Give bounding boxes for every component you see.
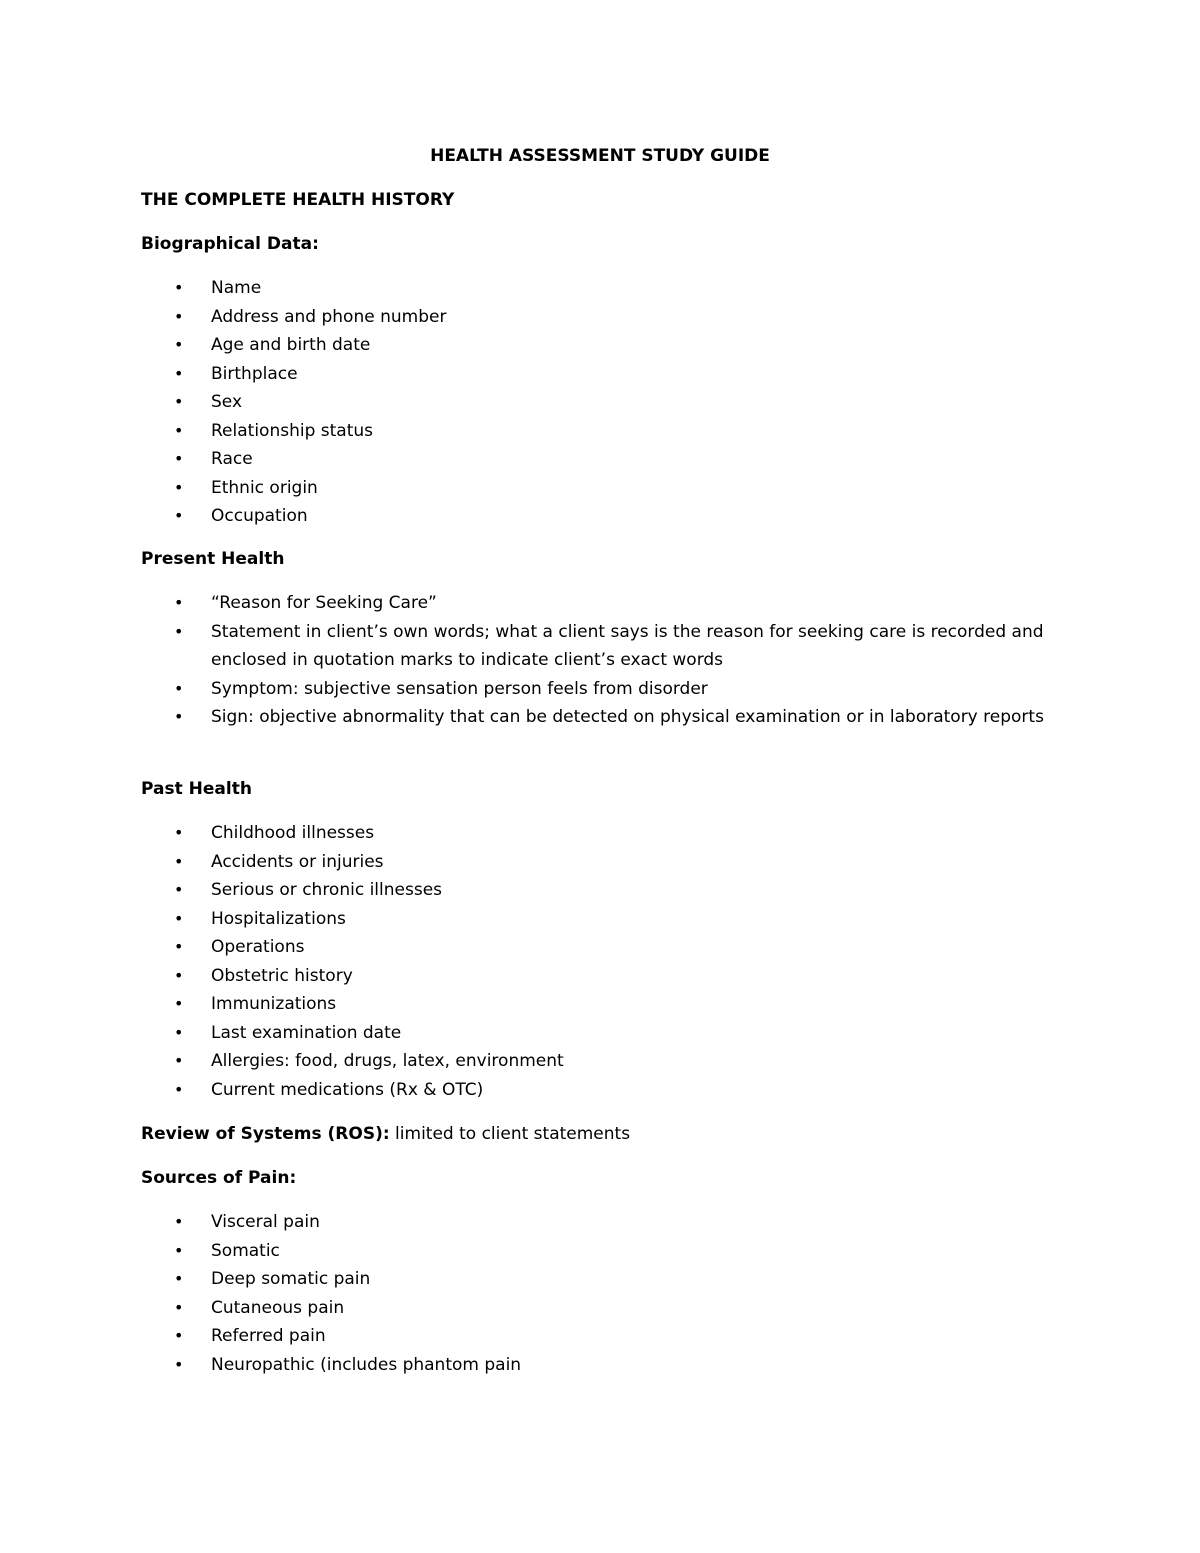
bullet-icon: • <box>174 994 184 1013</box>
list-item <box>141 990 1081 1019</box>
list-item <box>141 360 1081 389</box>
list-item-text: “Reason for Seeking Care” <box>211 593 437 613</box>
bullet-icon: • <box>174 1354 184 1374</box>
document-title: HEALTH ASSESSMENT STUDY GUIDE <box>430 146 770 166</box>
bullet-icon: • <box>174 1212 184 1231</box>
bullet-icon: • <box>174 449 184 468</box>
bullet-icon: • <box>174 477 184 497</box>
present-health-list <box>141 589 1081 732</box>
list-item-text: Birthplace <box>211 363 298 384</box>
list-item <box>141 905 1081 934</box>
list-item <box>141 1076 1081 1105</box>
pain-list <box>141 1208 1081 1379</box>
bullet-icon: • <box>174 335 184 354</box>
bullet-icon: • <box>174 823 184 842</box>
list-item <box>141 1047 1081 1076</box>
list-item <box>141 618 1081 675</box>
list-item <box>141 876 1081 905</box>
bullet-icon: • <box>174 1240 184 1260</box>
bullet-icon: • <box>174 278 184 297</box>
biographical-heading: Biographical Data: <box>141 234 319 254</box>
bullet-icon: • <box>174 1079 184 1099</box>
list-item-text: Last examination date <box>211 1022 402 1043</box>
list-item-text: Obstetric history <box>211 965 353 986</box>
list-item-text: Name <box>211 278 262 298</box>
bullet-icon: • <box>174 1297 184 1317</box>
list-item-text: Serious or chronic illnesses <box>211 880 443 900</box>
bullet-icon: • <box>174 363 184 383</box>
list-item-text: Deep somatic pain <box>211 1269 371 1289</box>
list-item <box>141 933 1081 962</box>
bullet-icon: • <box>174 1269 184 1288</box>
bullet-icon: • <box>174 707 184 726</box>
list-item-text: Symptom: subjective sensation person feels from disorder <box>211 678 708 699</box>
list-item-text: Sex <box>211 392 243 412</box>
bullet-icon: • <box>174 306 184 326</box>
list-item-text: Current medications (Rx & OTC) <box>211 1079 484 1100</box>
bullet-icon: • <box>174 593 184 612</box>
list-item <box>141 1265 1081 1294</box>
past-health-heading: Past Health <box>141 779 252 799</box>
list-item-text: Childhood illnesses <box>211 823 375 843</box>
list-item <box>141 1294 1081 1323</box>
list-item <box>141 1208 1081 1237</box>
list-item-text: Relationship status <box>211 420 373 441</box>
bullet-icon: • <box>174 678 184 698</box>
list-item <box>141 962 1081 991</box>
biographical-list <box>141 274 1081 531</box>
bullet-icon: • <box>174 621 184 641</box>
bullet-icon: • <box>174 1051 184 1070</box>
list-item-text: Statement in client’s own words; what a client says is the reason for seeking care is recorded and enclosed in quotation marks to indicate client’s exact words <box>211 621 1044 670</box>
bullet-icon: • <box>174 965 184 985</box>
list-item <box>141 274 1081 303</box>
ros-line <box>141 1122 630 1146</box>
list-item <box>141 1019 1081 1048</box>
list-item <box>141 703 1081 732</box>
list-item-text: Referred pain <box>211 1326 326 1346</box>
list-item-text: Ethnic origin <box>211 477 318 498</box>
list-item <box>141 1351 1081 1380</box>
list-item <box>141 589 1081 618</box>
list-item <box>141 502 1081 531</box>
list-item-text: Address and phone number <box>211 306 447 327</box>
list-item-text: Sign: objective abnormality that can be detected on physical examination or in laboratory reports <box>211 707 1044 727</box>
list-item <box>141 474 1081 503</box>
ros-heading: Review of Systems (ROS): <box>141 1124 390 1144</box>
list-item <box>141 388 1081 417</box>
list-item <box>141 1237 1081 1266</box>
list-item-text: Hospitalizations <box>211 908 346 929</box>
present-health-heading: Present Health <box>141 549 285 569</box>
bullet-icon: • <box>174 392 184 411</box>
list-item <box>141 331 1081 360</box>
section-heading: THE COMPLETE HEALTH HISTORY <box>141 190 455 210</box>
list-item <box>141 675 1081 704</box>
bullet-icon: • <box>174 1326 184 1345</box>
list-item-text: Occupation <box>211 506 308 526</box>
bullet-icon: • <box>174 1022 184 1042</box>
list-item-text: Visceral pain <box>211 1212 320 1232</box>
list-item-text: Accidents or injuries <box>211 851 384 872</box>
past-health-list <box>141 819 1081 1104</box>
list-item-text: Somatic <box>211 1240 280 1261</box>
bullet-icon: • <box>174 506 184 525</box>
list-item-text: Immunizations <box>211 994 337 1014</box>
list-item-text: Operations <box>211 937 305 957</box>
pain-heading: Sources of Pain: <box>141 1168 297 1188</box>
list-item-text: Neuropathic (includes phantom pain <box>211 1354 522 1375</box>
bullet-icon: • <box>174 851 184 871</box>
list-item <box>141 819 1081 848</box>
bullet-icon: • <box>174 880 184 899</box>
bullet-icon: • <box>174 937 184 956</box>
bullet-icon: • <box>174 420 184 440</box>
list-item <box>141 445 1081 474</box>
list-item-text: Allergies: food, drugs, latex, environment <box>211 1051 564 1071</box>
list-item <box>141 417 1081 446</box>
list-item <box>141 848 1081 877</box>
list-item-text: Age and birth date <box>211 335 371 355</box>
bullet-icon: • <box>174 908 184 928</box>
list-item <box>141 1322 1081 1351</box>
list-item-text: Cutaneous pain <box>211 1297 345 1318</box>
list-item <box>141 303 1081 332</box>
list-item-text: Race <box>211 449 253 469</box>
ros-text: limited to client statements <box>389 1124 631 1144</box>
